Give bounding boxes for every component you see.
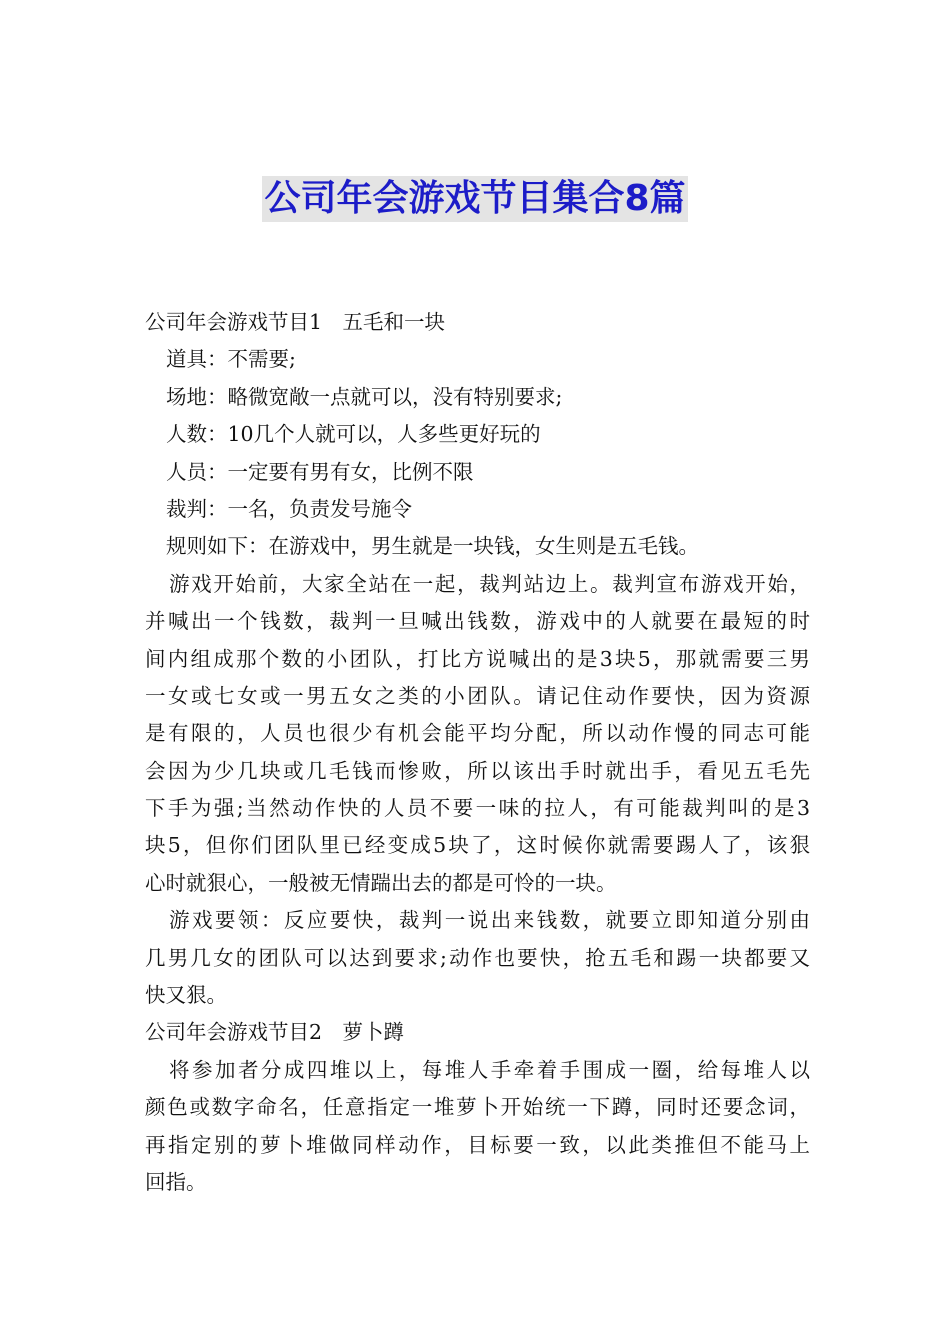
document-body (145, 304, 810, 1201)
document-title: 公司年会游戏节目集合8篇 (262, 176, 687, 222)
text-line: 心时就狠心，一般被无情踹出去的都是可怜的一块。 (145, 870, 617, 895)
text-line: 会因为少几块或几毛钱而惨败，所以该出手时就出手，看见五毛先 (145, 758, 810, 783)
text-line: 间内组成那个数的小团队，打比方说喊出的是3块5，那就需要三男 (145, 646, 810, 671)
text-line: 人数：10几个人就可以，人多些更好玩的 (166, 422, 541, 447)
text-line: 场地：略微宽敞一点就可以，没有特别要求; (166, 384, 563, 409)
text-line: 公司年会游戏节目1 五毛和一块 (145, 310, 446, 334)
text-line: 回指。 (145, 1169, 207, 1194)
text-line: 颜色或数字命名，任意指定一堆萝卜开始统一下蹲，同时还要念词， (145, 1095, 810, 1120)
text-line: 游戏要领：反应要快，裁判一说出来钱数，就要立即知道分别由 (169, 908, 810, 933)
title-container (0, 176, 950, 222)
text-line: 道具：不需要; (166, 347, 296, 372)
text-line: 再指定别的萝卜堆做同样动作，目标要一致，以此类推但不能马上 (145, 1132, 810, 1157)
text-line: 裁判：一名，负责发号施令 (166, 496, 412, 521)
text-line: 一女或七女或一男五女之类的小团队。请记住动作要快，因为资源 (145, 683, 810, 708)
text-line: 是有限的，人员也很少有机会能平均分配，所以动作慢的同志可能 (145, 721, 810, 746)
text-line: 将参加者分成四堆以上，每堆人手牵着手围成一圈，给每堆人以 (169, 1057, 810, 1082)
text-line: 并喊出一个钱数，裁判一旦喊出钱数，游戏中的人就要在最短的时 (145, 609, 810, 634)
text-line: 下手为强;当然动作快的人员不要一味的拉人，有可能裁判叫的是3 (145, 796, 810, 821)
text-line: 几男几女的团队可以达到要求;动作也要快，抢五毛和踢一块都要又 (145, 945, 810, 970)
text-line: 人员：一定要有男有女，比例不限 (166, 459, 474, 484)
text-line: 游戏开始前，大家全站在一起，裁判站边上。裁判宣布游戏开始， (169, 571, 810, 596)
text-line: 公司年会游戏节目2 萝卜蹲 (145, 1020, 405, 1045)
text-line: 规则如下：在游戏中，男生就是一块钱，女生则是五毛钱。 (166, 534, 699, 559)
text-line: 快又狠。 (145, 983, 227, 1008)
text-line: 块5，但你们团队里已经变成5块了，这时候你就需要踢人了，该狠 (145, 833, 810, 858)
